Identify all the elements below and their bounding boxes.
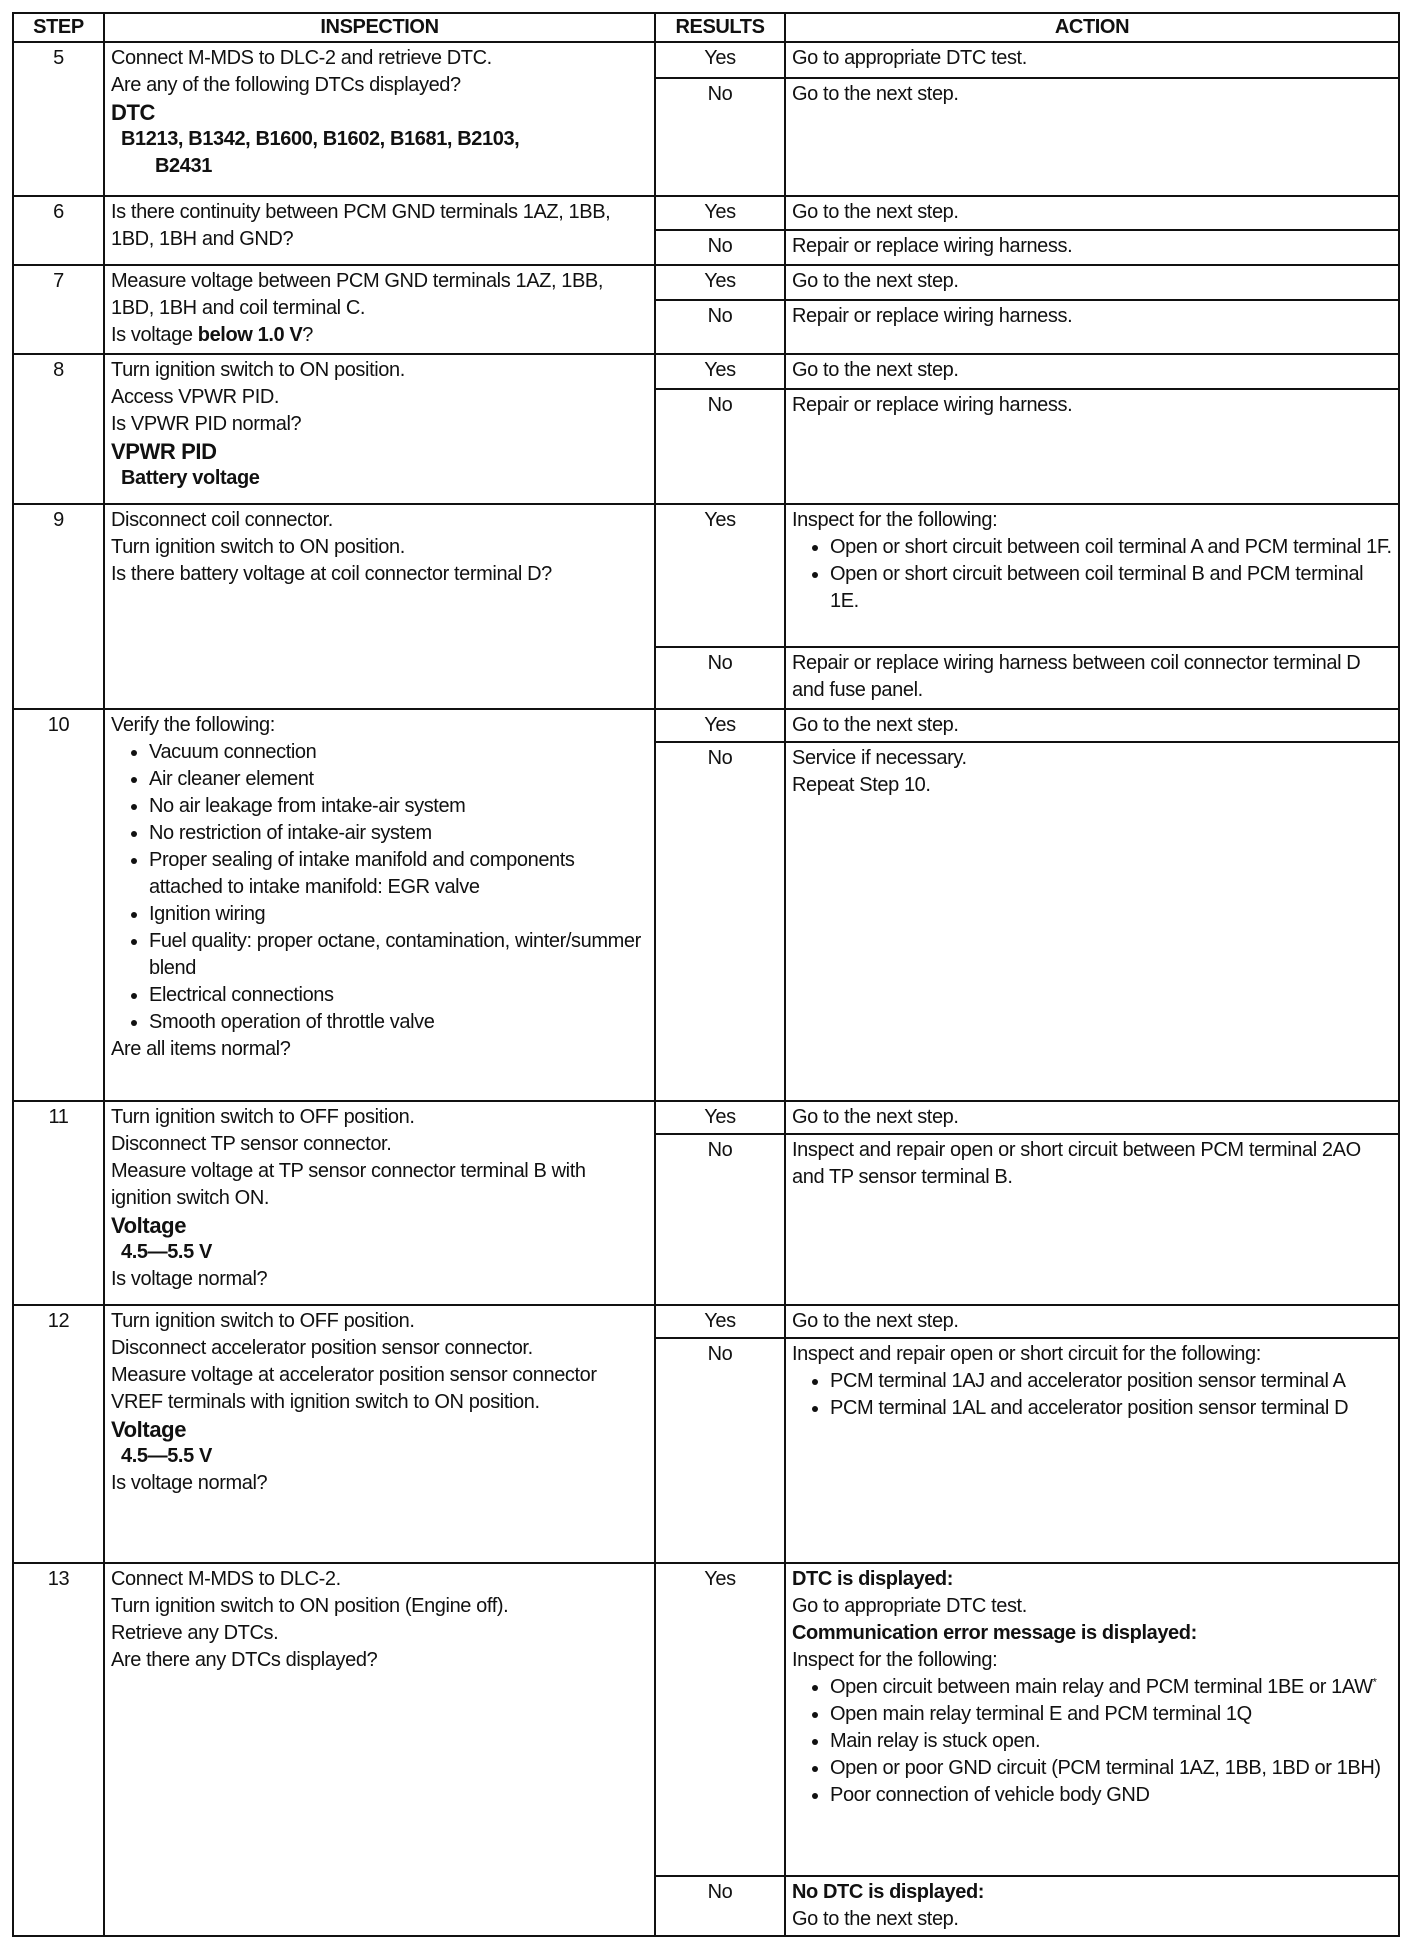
action-yes: Go to the next step.: [785, 1305, 1399, 1338]
step-number: 11: [13, 1101, 104, 1305]
checklist-item: • Proper sealing of intake manifold and components attached to intake manifold: EGR valve: [149, 847, 648, 901]
inspection-cell: [104, 1101, 655, 1305]
header-results: RESULTS: [655, 13, 785, 42]
action-yes: [785, 504, 1399, 647]
action-line: Go to the next step.: [792, 1908, 959, 1930]
result-no: No: [655, 300, 785, 354]
inspection-cell: [104, 42, 655, 196]
step-number: 12: [13, 1305, 104, 1563]
table-row: [13, 504, 1399, 647]
action-no: Repair or replace wiring harness.: [785, 230, 1399, 265]
inspection-line: Connect M-MDS to DLC-2 and retrieve DTC.: [111, 47, 492, 69]
dtc-codes: B1213, B1342, B1600, B1602, B1681, B2103,: [121, 128, 520, 150]
result-yes: Yes: [655, 504, 785, 647]
action-intro: Inspect and repair open or short circuit for the following:: [792, 1343, 1261, 1365]
action-item: • Open or short circuit between coil terminal B and PCM terminal 1E.: [830, 561, 1392, 615]
inspection-cell: [104, 1563, 655, 1936]
result-no: No: [655, 78, 785, 196]
result-yes: Yes: [655, 1563, 785, 1876]
inspection-line: Measure voltage at accelerator position sensor connector VREF terminals with ignition switch to ON position.: [111, 1364, 597, 1413]
header-row: [13, 13, 1399, 42]
spec-label: Voltage: [111, 1417, 187, 1442]
inspection-line: Disconnect coil connector.: [111, 509, 333, 531]
inspection-cell: Is there continuity between PCM GND terminals 1AZ, 1BB, 1BD, 1BH and GND?: [104, 196, 655, 265]
result-no: No: [655, 389, 785, 504]
result-no: No: [655, 1338, 785, 1563]
spec-value: Battery voltage: [121, 467, 260, 489]
result-yes: Yes: [655, 1305, 785, 1338]
inspection-cell: [104, 265, 655, 354]
inspection-question: Is voltage normal?: [111, 1268, 268, 1290]
action-yes: [785, 1563, 1399, 1876]
inspection-line: Is there battery voltage at coil connector terminal D?: [111, 563, 552, 585]
inspection-line: Measure voltage between PCM GND terminals 1AZ, 1BB, 1BD, 1BH and coil terminal C.: [111, 270, 604, 319]
inspection-cell: [104, 504, 655, 709]
inspection-line: Access VPWR PID.: [111, 386, 280, 408]
step-number: 9: [13, 504, 104, 709]
inspection-line: Verify the following:: [111, 714, 275, 736]
inspection-line: Retrieve any DTCs.: [111, 1622, 279, 1644]
result-yes: Yes: [655, 354, 785, 389]
question-text: Is voltage: [111, 324, 198, 346]
inspection-line: Turn ignition switch to OFF position.: [111, 1106, 415, 1128]
result-yes: Yes: [655, 196, 785, 230]
action-heading: DTC is displayed:: [792, 1568, 954, 1590]
checklist-item: • Smooth operation of throttle valve: [149, 1009, 648, 1036]
action-item: • Open or short circuit between coil terminal A and PCM terminal 1F.: [830, 534, 1392, 561]
inspection-cell: [104, 709, 655, 1101]
checklist-item: • No air leakage from intake-air system: [149, 793, 648, 820]
action-item: • PCM terminal 1AJ and accelerator position sensor terminal A: [830, 1368, 1392, 1395]
step-number: 6: [13, 196, 104, 265]
step-number: 7: [13, 265, 104, 354]
inspection-line: Turn ignition switch to ON position.: [111, 536, 405, 558]
spec-label: DTC: [111, 100, 156, 125]
action-item: • Poor connection of vehicle body GND: [830, 1782, 1392, 1809]
inspection-cell: [104, 354, 655, 504]
spec-value: 4.5—5.5 V: [121, 1445, 212, 1467]
action-item: • Open or poor GND circuit (PCM terminal 1AZ, 1BB, 1BD or 1BH): [830, 1755, 1392, 1782]
table-row: [13, 265, 1399, 300]
action-no: [785, 1338, 1399, 1563]
inspection-line: Measure voltage at TP sensor connector terminal B with ignition switch ON.: [111, 1160, 586, 1209]
action-yes: Go to the next step.: [785, 709, 1399, 742]
header-inspection: INSPECTION: [104, 13, 655, 42]
spec-label: Voltage: [111, 1213, 187, 1238]
action-intro: Inspect for the following:: [792, 509, 998, 531]
action-yes: Go to appropriate DTC test.: [785, 42, 1399, 78]
spec-label: VPWR PID: [111, 439, 217, 464]
checklist-item: • Electrical connections: [149, 982, 648, 1009]
diagnostic-table: [12, 12, 1400, 1937]
result-yes: Yes: [655, 1101, 785, 1134]
action-intro: Inspect for the following:: [792, 1649, 998, 1671]
action-no: Repair or replace wiring harness.: [785, 300, 1399, 354]
action-no: Go to the next step.: [785, 78, 1399, 196]
inspection-line: Are there any DTCs displayed?: [111, 1649, 378, 1671]
result-no: No: [655, 1876, 785, 1936]
checklist-item: • Ignition wiring: [149, 901, 648, 928]
action-item: • Main relay is stuck open.: [830, 1728, 1392, 1755]
step-number: 13: [13, 1563, 104, 1936]
table-row: [13, 1101, 1399, 1134]
inspection-line: Turn ignition switch to OFF position.: [111, 1310, 415, 1332]
result-no: No: [655, 647, 785, 709]
action-item: • PCM terminal 1AL and accelerator position sensor terminal D: [830, 1395, 1392, 1422]
inspection-question: Is voltage normal?: [111, 1472, 268, 1494]
step-number: 10: [13, 709, 104, 1101]
inspection-line: Disconnect accelerator position sensor connector.: [111, 1337, 533, 1359]
step-number: 5: [13, 42, 104, 196]
table-row: [13, 42, 1399, 78]
step-number: 8: [13, 354, 104, 504]
inspection-line: Are any of the following DTCs displayed?: [111, 74, 461, 96]
result-yes: Yes: [655, 42, 785, 78]
action-heading: No DTC is displayed:: [792, 1881, 985, 1903]
header-action: ACTION: [785, 13, 1399, 42]
inspection-line: Connect M-MDS to DLC-2.: [111, 1568, 341, 1590]
action-no: [785, 1876, 1399, 1936]
action-no: [785, 742, 1399, 1101]
result-yes: Yes: [655, 265, 785, 300]
inspection-line: Is VPWR PID normal?: [111, 413, 302, 435]
action-yes: Go to the next step.: [785, 265, 1399, 300]
checklist-item: • Vacuum connection: [149, 739, 648, 766]
checklist-item: • Fuel quality: proper octane, contamination, winter/summer blend: [149, 928, 648, 982]
result-yes: Yes: [655, 709, 785, 742]
result-no: No: [655, 1134, 785, 1305]
action-no: Repair or replace wiring harness between coil connector terminal D and fuse panel.: [785, 647, 1399, 709]
table-row: [13, 1563, 1399, 1876]
inspection-question: Are all items normal?: [111, 1038, 291, 1060]
action-yes: Go to the next step.: [785, 196, 1399, 230]
action-item-text: Open circuit between main relay and PCM terminal 1BE or 1AW: [830, 1676, 1373, 1698]
action-line: Repeat Step 10.: [792, 774, 931, 796]
inspection-question: [111, 322, 648, 349]
action-no: Repair or replace wiring harness.: [785, 389, 1399, 504]
checklist-item: • Air cleaner element: [149, 766, 648, 793]
header-step: STEP: [13, 13, 104, 42]
table-row: [13, 354, 1399, 389]
action-line: Service if necessary.: [792, 747, 967, 769]
table-row: [13, 1305, 1399, 1338]
action-item: • Open main relay terminal E and PCM terminal 1Q: [830, 1701, 1392, 1728]
result-no: No: [655, 230, 785, 265]
dtc-codes: B2431: [155, 155, 212, 177]
result-no: No: [655, 742, 785, 1101]
checklist-item: • No restriction of intake-air system: [149, 820, 648, 847]
action-heading: Communication error message is displayed:: [792, 1622, 1197, 1644]
inspection-cell: [104, 1305, 655, 1563]
footnote-mark: *: [1372, 1676, 1377, 1689]
action-yes: Go to the next step.: [785, 354, 1399, 389]
inspection-line: Turn ignition switch to ON position.: [111, 359, 405, 381]
action-line: Go to appropriate DTC test.: [792, 1595, 1027, 1617]
inspection-line: Disconnect TP sensor connector.: [111, 1133, 392, 1155]
inspection-line: Turn ignition switch to ON position (Engine off).: [111, 1595, 509, 1617]
table-row: [13, 709, 1399, 742]
action-item: [830, 1674, 1392, 1701]
action-no: Inspect and repair open or short circuit between PCM terminal 2AO and TP sensor terminal B.: [785, 1134, 1399, 1305]
question-text: ?: [302, 324, 314, 346]
question-threshold: below 1.0 V: [197, 324, 303, 346]
table-row: [13, 196, 1399, 230]
spec-value: 4.5—5.5 V: [121, 1241, 212, 1263]
action-yes: Go to the next step.: [785, 1101, 1399, 1134]
